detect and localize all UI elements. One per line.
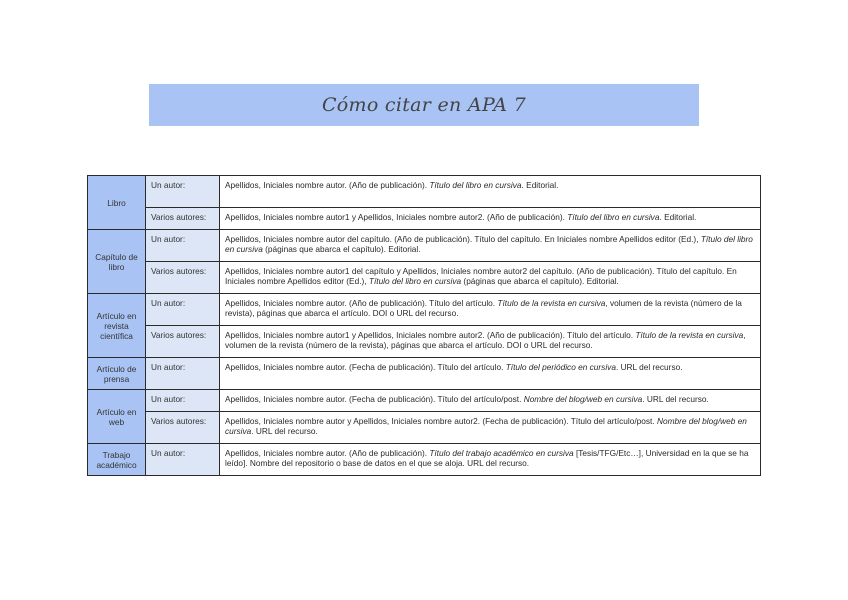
- category-cell-web: Artículo en web: [88, 390, 146, 444]
- text-segment: (páginas que abarca el capítulo). Editorial.: [262, 244, 421, 254]
- title-banner: [149, 84, 699, 126]
- text-segment: . Editorial.: [659, 212, 697, 222]
- author-type-cell: Un autor:: [146, 230, 220, 262]
- italic-title-segment: Título de la revista en cursiva: [497, 298, 606, 308]
- table-row: [88, 358, 761, 390]
- citation-format-cell: [220, 358, 761, 390]
- category-cell-revista: Artículo en revista científica: [88, 294, 146, 358]
- text-segment: , volumen de la revista (número de la revista), páginas que abarca el artículo. DOI o URL del recurso.: [225, 330, 746, 350]
- italic-title-segment: Título del libro en cursiva: [567, 212, 660, 222]
- text-segment: Apellidos, Iniciales nombre autor. (Año de publicación).: [225, 448, 430, 458]
- text-segment: Apellidos, Iniciales nombre autor. (Año de publicación). Título del artículo.: [225, 298, 498, 308]
- text-segment: . URL del recurso.: [642, 394, 709, 404]
- text-segment: Apellidos, Iniciales nombre autor y Apellidos, Iniciales nombre autor2. (Fecha de publicación). Título del artículo/post.: [225, 416, 657, 426]
- author-type-cell: Un autor:: [146, 294, 220, 326]
- text-segment: Apellidos, Iniciales nombre autor1 del capítulo y Apellidos, Iniciales nombre autor2 del capítulo. (Año de publicación). Título del capítulo. En Iniciales nombre Apellidos editor (Ed.),: [225, 266, 737, 286]
- text-segment: Apellidos, Iniciales nombre autor. (Año de publicación).: [225, 180, 430, 190]
- citation-format-cell: [220, 326, 761, 358]
- table-row: [88, 230, 761, 262]
- category-cell-trabajo: Trabajo académico: [88, 444, 146, 476]
- author-type-cell: Un autor:: [146, 358, 220, 390]
- text-segment: . URL del recurso.: [615, 362, 683, 372]
- text-segment: , volumen de la revista (número de la revista), páginas que abarca el artículo. DOI o URL del recurso.: [225, 298, 742, 318]
- text-segment: Apellidos, Iniciales nombre autor1 y Apellidos, Iniciales nombre autor2. (Año de publicación).: [225, 212, 568, 222]
- italic-title-segment: Título del trabajo académico en cursiva: [429, 448, 574, 458]
- category-cell-libro: Libro: [88, 176, 146, 230]
- text-segment: [Tesis/TFG/Etc…], Universidad en la que se ha leído]. Nombre del repositorio o base de datos en el que se aloja. URL del recurso.: [225, 448, 749, 468]
- italic-title-segment: Título de la revista en cursiva: [635, 330, 744, 340]
- author-type-cell: Varios autores:: [146, 412, 220, 444]
- table-row: [88, 208, 761, 230]
- italic-title-segment: Nombre del blog/web en cursiva: [523, 394, 643, 404]
- text-segment: Apellidos, Iniciales nombre autor. (Fecha de publicación). Título del artículo.: [225, 362, 506, 372]
- author-type-cell: Varios autores:: [146, 208, 220, 230]
- table-row: [88, 444, 761, 476]
- text-segment: (páginas que abarca el capítulo). Editorial.: [461, 276, 619, 286]
- italic-title-segment: Título del periódico en cursiva: [505, 362, 616, 372]
- text-segment: Apellidos, Iniciales nombre autor. (Fecha de publicación). Título del artículo/post.: [225, 394, 524, 404]
- author-type-cell: Varios autores:: [146, 326, 220, 358]
- citation-format-cell: [220, 230, 761, 262]
- citation-format-cell: [220, 390, 761, 412]
- citation-format-cell: [220, 444, 761, 476]
- citation-format-cell: [220, 294, 761, 326]
- italic-title-segment: Nombre del blog/web en cursiva: [225, 416, 747, 436]
- table-row: [88, 176, 761, 208]
- table-row: [88, 390, 761, 412]
- italic-title-segment: Título del libro en cursiva: [368, 276, 462, 286]
- table-row: [88, 326, 761, 358]
- text-segment: . URL del recurso.: [251, 426, 318, 436]
- text-segment: Apellidos, Iniciales nombre autor del capítulo. (Año de publicación). Título del capítulo. En Iniciales nombre Apellidos editor (Ed.),: [225, 234, 701, 244]
- author-type-cell: Un autor:: [146, 444, 220, 476]
- citation-format-cell: [220, 208, 761, 230]
- category-cell-prensa: Artículo de prensa: [88, 358, 146, 390]
- italic-title-segment: Título del libro en cursiva: [429, 180, 522, 190]
- table-row: [88, 262, 761, 294]
- author-type-cell: Un autor:: [146, 390, 220, 412]
- category-cell-capitulo: Capítulo de libro: [88, 230, 146, 294]
- table-row: [88, 412, 761, 444]
- table-row: [88, 294, 761, 326]
- text-segment: . Editorial.: [521, 180, 559, 190]
- text-segment: Apellidos, Iniciales nombre autor1 y Apellidos, Iniciales nombre autor2. (Año de publicación). Título del artículo.: [225, 330, 636, 340]
- author-type-cell: Varios autores:: [146, 262, 220, 294]
- italic-title-segment: Título del libro en cursiva: [225, 234, 753, 254]
- citation-format-cell: [220, 262, 761, 294]
- citation-format-cell: [220, 412, 761, 444]
- author-type-cell: Un autor:: [146, 176, 220, 208]
- citation-format-cell: [220, 176, 761, 208]
- page-title: Cómo citar en APA 7: [321, 94, 527, 116]
- citation-table: [87, 175, 761, 476]
